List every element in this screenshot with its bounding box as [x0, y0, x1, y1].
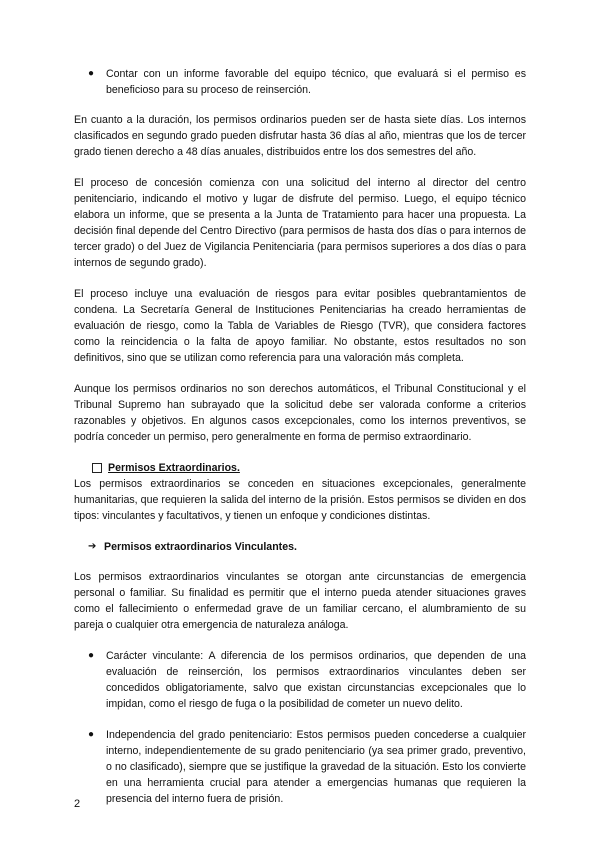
- heading-permisos-extraordinarios: [74, 460, 526, 476]
- subheading-text: Permisos extraordinarios Vinculantes.: [104, 541, 297, 553]
- paragraph-extraordinarios-intro: Los permisos extraordinarios se conceden en situaciones excepcionales, generalmente humanitarias, que requieren la salida del interno de la prisión. Estos permisos se dividen en dos tipos: vinculantes y facultativos, y tienen un enfoque y condiciones distintas.: [74, 478, 526, 522]
- list-item-independencia: [74, 727, 526, 807]
- list-item-text: Independencia del grado penitenciario: Estos permisos pueden concederse a cualquier interno, independientemente de su grado penitenciario (ya sea primer grado, preventivo, o no clasificado), siempre que se justifique la gravedad de la situación. Esto los convierte en una herramienta crucial para atender a emergencias humanas que requieren la presencia del interno fuera de prisión.: [106, 729, 526, 805]
- arrow-right-icon: ➔: [88, 541, 97, 552]
- paragraph-duracion: En cuanto a la duración, los permisos ordinarios pueden ser de hasta siete días. Los internos clasificados en segundo grado pueden disfrutar hasta 36 días al año, mientras que los de tercer grado tienen derecho a 48 días anuales, distribuidos entre los dos semestres del año.: [74, 114, 526, 158]
- list-item-informe: [74, 66, 526, 98]
- heading-text: Permisos Extraordinarios.: [108, 462, 240, 474]
- bullet-icon: ●: [88, 650, 95, 661]
- bullet-icon: ●: [88, 68, 95, 79]
- list-item-caracter: [74, 648, 526, 712]
- paragraph-vinculantes-intro: Los permisos extraordinarios vinculantes se otorgan ante circunstancias de emergencia personal o familiar. Su finalidad es permitir que el interno pueda atender situaciones graves como el fallecimiento o enfermedad grave de un familiar cercano, el alumbramiento de su pareja o cualquier otra emergencia de naturaleza análoga.: [74, 571, 526, 631]
- list-item-text: Contar con un informe favorable del equipo técnico, que evaluará si el permiso es beneficioso para su proceso de reinserción.: [106, 68, 526, 96]
- page-number: 2: [74, 798, 81, 810]
- paragraph-derechos: Aunque los permisos ordinarios no son derechos automáticos, el Tribunal Constitucional y el Tribunal Supremo han subrayado que la solicitud debe ser valorada conforme a criterios razonables y objetivos. En algunos casos excepcionales, como los internos preventivos, se podría conceder un permiso, pero generalmente en forma de permiso extraordinario.: [74, 383, 526, 443]
- document-body: [74, 66, 526, 822]
- list-item-text: Carácter vinculante: A diferencia de los permisos ordinarios, que dependen de una evaluación de reinserción, los permisos extraordinarios vinculantes deben ser concedidos obligatoriamente, salvo que existan circunstancias excepcionales que lo impidan, como el riesgo de fuga o la posibilidad de cometer un nuevo delito.: [106, 650, 526, 710]
- paragraph-riesgos: El proceso incluye una evaluación de riesgos para evitar posibles quebrantamientos de condena. La Secretaría General de Instituciones Penitenciarias ha creado herramientas de evaluación de riesgo, como la Tabla de Variables de Riesgo (TVR), que considera factores como la reincidencia o la falta de apoyo familiar. No obstante, estos resultados no son definitivos, sino que se utilizan como referencia para una valoración más completa.: [74, 288, 526, 364]
- paragraph-concesion: El proceso de concesión comienza con una solicitud del interno al director del centro penitenciario, indicando el motivo y lugar de disfrute del permiso. Luego, el equipo técnico elabora un informe, que se presenta a la Junta de Tratamiento para hacer una propuesta. La decisión final depende del Centro Directivo (para permisos de hasta dos días o para internos de tercer grado) o del Juez de Vigilancia Penitenciaria (para permisos superiores a dos días o para internos de segundo grado).: [74, 177, 526, 269]
- heading-permisos-vinculantes: [74, 539, 526, 555]
- checkbox-icon: [92, 463, 102, 473]
- bullet-icon: ●: [88, 729, 95, 740]
